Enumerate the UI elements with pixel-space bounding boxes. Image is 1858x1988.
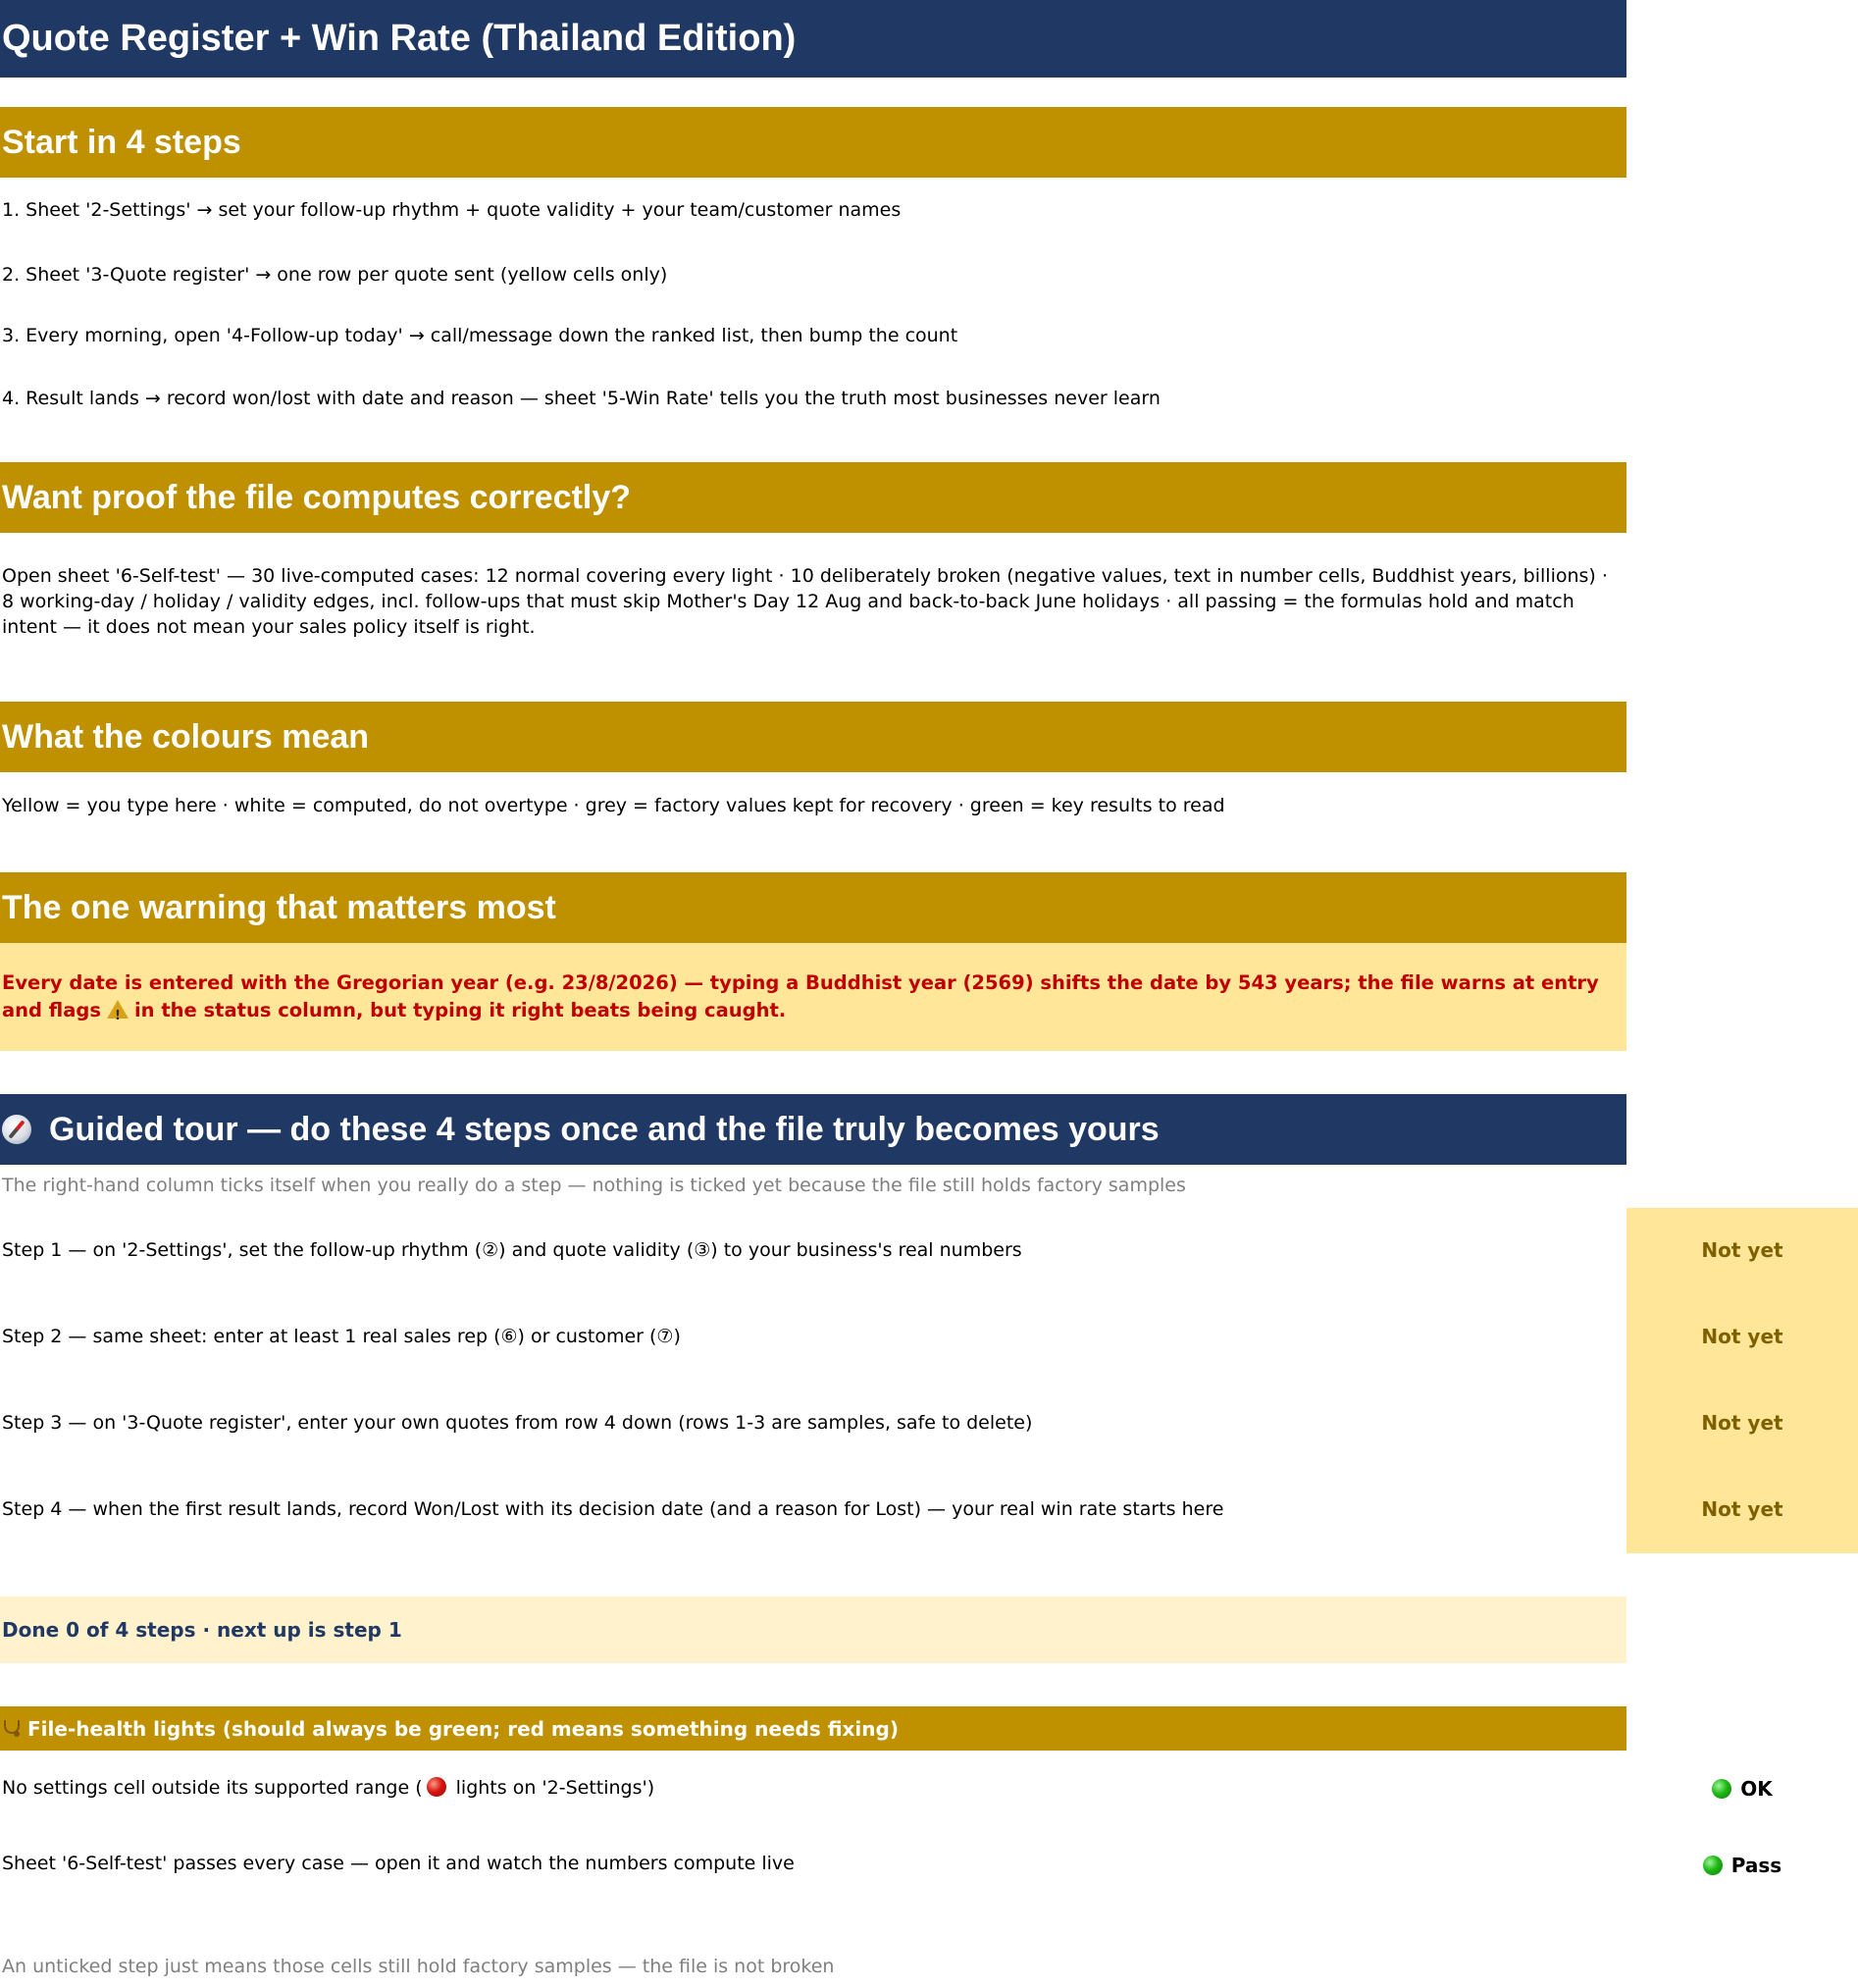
warning-heading-text: The one warning that matters most xyxy=(2,888,556,926)
tour-step-3-status: Not yet xyxy=(1701,1411,1783,1435)
health-check-2-status-text: Pass xyxy=(1730,1854,1782,1877)
colours-text: Yellow = you type here · white = computed, do not overtype · grey = factory values kept for recovery · green = key results to read xyxy=(2,795,1225,816)
health-check-1-text-before: No settings cell outside its supported range ( xyxy=(2,1777,423,1799)
tour-progress xyxy=(0,1596,1626,1663)
health-heading xyxy=(0,1706,1626,1751)
stethoscope-icon xyxy=(2,1719,22,1739)
tour-step-1: Step 1 — on '2-Settings', set the follow-up rhythm (②) and quote validity (③) to your business's real numbers xyxy=(2,1239,1022,1261)
health-check-1-status-text: OK xyxy=(1740,1777,1773,1801)
health-check-1-status xyxy=(1626,1777,1858,1801)
tour-heading-text: Guided tour — do these 4 steps once and the file truly becomes yours xyxy=(49,1110,1160,1148)
health-footer: An unticked step just means those cells still hold factory samples — the file is not broken xyxy=(2,1956,835,1977)
compass-icon xyxy=(2,1115,31,1144)
warning-text-before: Every date is entered with the Gregorian year (e.g. 23/8/2026) — typing a Buddhist year (2569) shifts the date by 543 years; the file warns at entry and flags xyxy=(2,971,1599,1021)
tour-step-4-status: Not yet xyxy=(1701,1497,1783,1521)
warning-box xyxy=(0,943,1626,1051)
tour-step-1-status: Not yet xyxy=(1701,1238,1783,1262)
warning-icon xyxy=(107,1000,129,1019)
page-title xyxy=(0,0,1626,78)
proof-text: Open sheet '6-Self-test' — 30 live-computed cases: 12 normal covering every light · 10 deliberately broken (negative values, text in number cells, Buddhist years, billions) · 8 working-day / holiday / validity edges, incl. follow-ups that must skip Mother's Day 12 Aug and back-to-back June holidays · all passing = the formulas hold and match intent — it does not mean your sales policy itself is right. xyxy=(2,565,1608,638)
start-step-3: 3. Every morning, open '4-Follow-up today' → call/message down the ranked list, then bump the count xyxy=(2,325,958,346)
health-check-2-status xyxy=(1626,1854,1858,1877)
colours-heading-text: What the colours mean xyxy=(2,717,370,756)
proof-heading xyxy=(0,462,1626,533)
start-heading-text: Start in 4 steps xyxy=(2,123,241,161)
health-check-1 xyxy=(2,1777,654,1799)
tour-step-2: Step 2 — same sheet: enter at least 1 real sales rep (⑥) or customer (⑦) xyxy=(2,1326,681,1347)
start-step-4: 4. Result lands → record won/lost with date and reason — sheet '5-Win Rate' tells you the truth most businesses never learn xyxy=(2,388,1161,409)
tour-step-3: Step 3 — on '3-Quote register', enter your own quotes from row 4 down (rows 1-3 are samples, safe to delete) xyxy=(2,1412,1033,1434)
colours-heading xyxy=(0,702,1626,772)
start-heading xyxy=(0,107,1626,178)
start-step-1: 1. Sheet '2-Settings' → set your follow-up rhythm + quote validity + your team/customer names xyxy=(2,199,902,221)
warning-heading xyxy=(0,872,1626,943)
page-title-text: Quote Register + Win Rate (Thailand Edition) xyxy=(2,18,797,59)
proof-heading-text: Want proof the file computes correctly? xyxy=(2,478,632,516)
tour-step-4: Step 4 — when the first result lands, record Won/Lost with its decision date (and a reason for Lost) — your real win rate starts here xyxy=(2,1498,1224,1520)
warning-text-after: in the status column, but typing it right beats being caught. xyxy=(133,999,787,1021)
red-light-icon xyxy=(427,1777,446,1797)
health-check-1-text-after: lights on '2-Settings') xyxy=(449,1777,655,1799)
tour-heading xyxy=(0,1094,1626,1165)
tour-note: The right-hand column ticks itself when you really do a step — nothing is ticked yet because the file still holds factory samples xyxy=(2,1175,1186,1196)
start-step-2: 2. Sheet '3-Quote register' → one row per quote sent (yellow cells only) xyxy=(2,264,668,286)
health-heading-text: File-health lights (should always be green; red means something needs fixing) xyxy=(27,1716,899,1741)
tour-progress-text: Done 0 of 4 steps · next up is step 1 xyxy=(2,1618,402,1642)
health-check-2: Sheet '6-Self-test' passes every case — open it and watch the numbers compute live xyxy=(2,1853,795,1874)
warning-text xyxy=(2,969,1617,1024)
green-light-icon xyxy=(1703,1856,1723,1875)
tour-step-2-status: Not yet xyxy=(1701,1325,1783,1348)
green-light-icon xyxy=(1712,1779,1731,1799)
